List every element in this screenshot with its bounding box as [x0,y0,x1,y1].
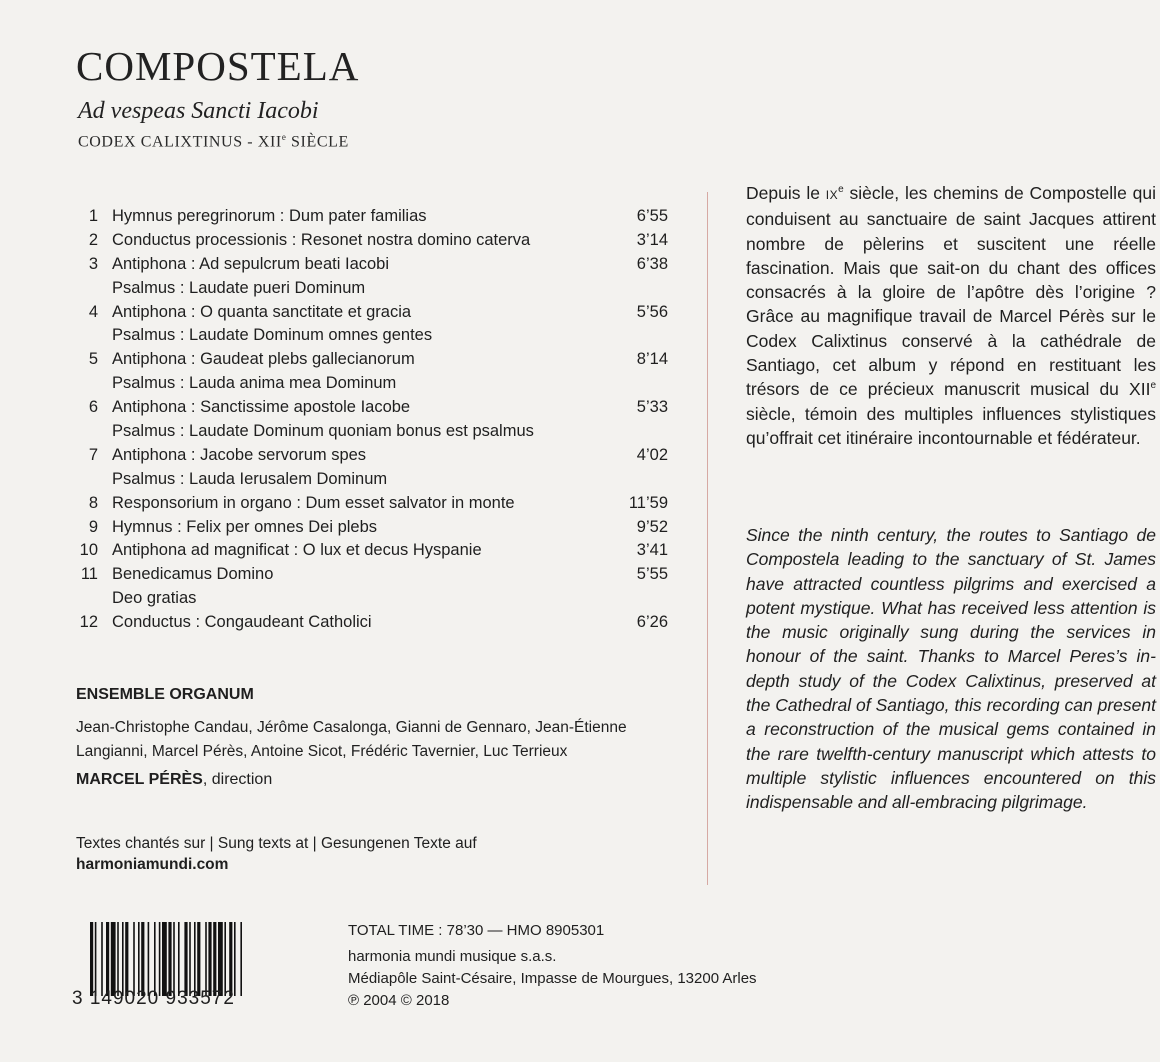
barcode-bar [159,922,161,996]
barcode-bar [194,922,196,996]
track-row [84,492,674,516]
track-row [79,611,674,635]
track-row [84,468,674,492]
track-row [84,277,674,301]
track-duration: 5’56 [636,302,668,321]
sung-texts-label: Textes chantés sur | Sung texts at | Gesungenen Texte auf [76,835,477,852]
track-number: 6 [88,398,98,417]
barcode-bar [125,922,128,996]
fr-mid: siècle, les chemins de Compostelle qui conduisent au sanctuaire de saint Jacques attirent nombre de pèlerins et suscitent une réelle fascination. Mais que sait-on du chant des offices consacrés à la gloire de l’apôtre dès l’origine ? Grâce au magnifique travail de Marcel Pérès sur le Codex Calixtinus conservé à la cathédrale de Santiago, cet album y répond en restituant les trésors de ce précieux manuscrit musical du XII [746,183,1156,400]
barcode-bar [178,922,180,996]
track-number: 1 [88,207,98,225]
barcode-bar [138,922,140,996]
barcode-bar [168,922,171,996]
publisher-address: Médiapôle Saint-Césaire, Impasse de Mourgues, 13200 Arles [348,970,757,987]
track-duration: 11’59 [628,493,668,512]
track-title: Antiphona : Ad sepulcrum beati Iacobi [112,254,390,273]
track-title: Psalmus : Lauda anima mea Dominum [112,374,397,393]
track-title: Benedicamus Domino [112,565,274,584]
barcode-bar [106,922,109,996]
track-title: Hymnus peregrinorum : Dum pater familias [112,207,427,225]
barcode-bar [213,922,216,996]
track-duration: 5’55 [636,565,668,584]
track-row [84,301,674,325]
track-title: Conductus : Congaudeant Catholici [112,613,372,632]
barcode-bar [141,922,144,996]
track-title: Antiphona : Sanctissime apostole Iacobe [112,398,411,417]
track-title: Antiphona ad magnificat : O lux et decus Hyspanie [112,541,482,560]
notes-english: Since the ninth century, the routes to Santiago de Compostela leading to the sanctuary of St. James have attracted countless pilgrims and exercised a potent mystique. What has received less attention is the music originally sung during the services in honour of the saint. Thanks to Marcel Peres’s in-depth study of the Codex Calixtinus, preserved at the Cathedral of Santiago, this recording can present a reconstruction of the musical gems contained in the rare twelfth-century manuscript which attests to multiple stylistic influences encountered on this indispensable and all-embracing pilgrimage. [746,525,1156,813]
track-row [84,420,674,444]
subtitle-text: Ad vespeas Sancti Iacobi [78,98,319,124]
fr-century: IX [825,188,839,202]
barcode-bar [224,922,226,996]
barcode-bar [95,922,97,996]
track-row [84,205,674,229]
track-number: 8 [88,493,98,512]
track-row [84,587,674,611]
director-name: MARCEL PÉRÈS [76,771,203,788]
barcode-bar [229,922,232,996]
fr-end: siècle, témoin des multiples influences stylistiques qu’offrait cet itinéraire incontournable et fédérateur. [746,403,1156,448]
barcode-bar [184,922,187,996]
album-title: COMPOSTELA [76,43,360,89]
track-row [84,348,674,372]
barcode-bar [240,922,242,996]
barcode-bar [90,922,93,996]
album-subtitle [78,98,319,125]
track-duration: 3’14 [636,230,668,249]
barcode-bar [117,922,119,996]
track-number: 10 [79,541,98,560]
track-duration: 9’52 [636,517,668,536]
track-number: 3 [88,254,98,273]
track-number: 5 [88,350,98,369]
publisher-name: harmonia mundi musique s.a.s. [348,948,557,965]
track-title: Antiphona : Jacobe servorum spes [112,445,367,464]
track-number: 9 [88,517,98,536]
notes-french [746,181,1156,450]
track-title: Conductus processionis : Resonet nostra domino caterva [112,230,531,249]
fr-sup: e [1150,380,1156,392]
track-duration: 5’33 [636,398,668,417]
director-role: , direction [202,771,273,788]
ensemble-members: Jean-Christophe Candau, Jérôme Casalonga, Gianni de Gennaro, Jean-Étienne Langianni, Marcel Pérès, Antoine Sicot, Frédéric Tavernier, Luc Terrieux [76,719,627,760]
codex-line [78,132,349,151]
barcode-bar [101,922,103,996]
codex-text: CODEX CALIXTINUS - XII [78,133,282,151]
track-number: 7 [88,445,98,464]
track-title: Psalmus : Laudate pueri Dominum [112,278,366,297]
barcode-bar [189,922,191,996]
website-link[interactable]: harmoniamundi.com [76,856,229,873]
track-title: Psalmus : Laudate Dominum quoniam bonus est psalmus [112,422,534,441]
track-duration: 8’14 [636,350,668,369]
track-title: Deo gratias [112,589,197,608]
barcode-bar [133,922,135,996]
track-duration: 4’02 [636,445,668,464]
track-row [84,396,674,420]
track-title: Responsorium in organo : Dum esset salvator in monte [112,493,515,512]
track-row [84,229,674,253]
publisher-block [348,946,757,1012]
column-divider [707,192,708,885]
total-time: TOTAL TIME : 78’30 — HMO 8905301 [348,922,605,939]
barcode-bar [148,922,150,996]
barcode-bar [111,922,116,996]
track-title: Antiphona : O quanta sanctitate et gracia [112,302,412,321]
barcode-bar [122,922,124,996]
track-row [84,516,674,540]
track-duration: 6’55 [636,207,668,225]
fr-start: Depuis le [746,183,826,203]
barcode-bar [154,922,156,996]
ensemble-name: ENSEMBLE ORGANUM [76,686,254,703]
barcode-bars [90,922,322,996]
tracklist [79,205,674,635]
fr-century-sup: e [838,184,844,196]
track-number: 12 [79,613,98,632]
track-row [79,539,674,563]
track-row [84,253,674,277]
track-title: Psalmus : Lauda Ierusalem Dominum [112,469,388,488]
barcode-bar [197,922,200,996]
track-title: Antiphona : Gaudeat plebs gallecianorum [112,350,415,369]
barcode-bar [173,922,175,996]
barcode-bar [162,922,167,996]
track-row [84,444,674,468]
barcode-bar [234,922,236,996]
track-row [84,372,674,396]
track-number: 2 [88,230,98,249]
sung-texts-note [76,833,477,875]
track-title: Psalmus : Laudate Dominum omnes gentes [112,326,433,345]
track-number: 11 [80,565,98,584]
codex-end: SIÈCLE [286,133,349,151]
track-row [80,563,674,587]
director [76,771,272,789]
track-duration: 6’38 [636,254,668,273]
barcode-bar [218,922,223,996]
track-row [84,324,674,348]
codex-sup: e [281,132,287,142]
copyright: ℗ 2004 © 2018 [348,992,450,1009]
track-duration: 3’41 [636,541,668,560]
barcode-bar [208,922,211,996]
track-number: 4 [88,302,98,321]
track-title: Hymnus : Felix per omnes Dei plebs [112,517,378,536]
barcode-bar [205,922,207,996]
barcode [72,922,324,1010]
track-duration: 6’26 [636,613,668,632]
barcode-digits: 3 149020 933572 [72,988,235,1009]
